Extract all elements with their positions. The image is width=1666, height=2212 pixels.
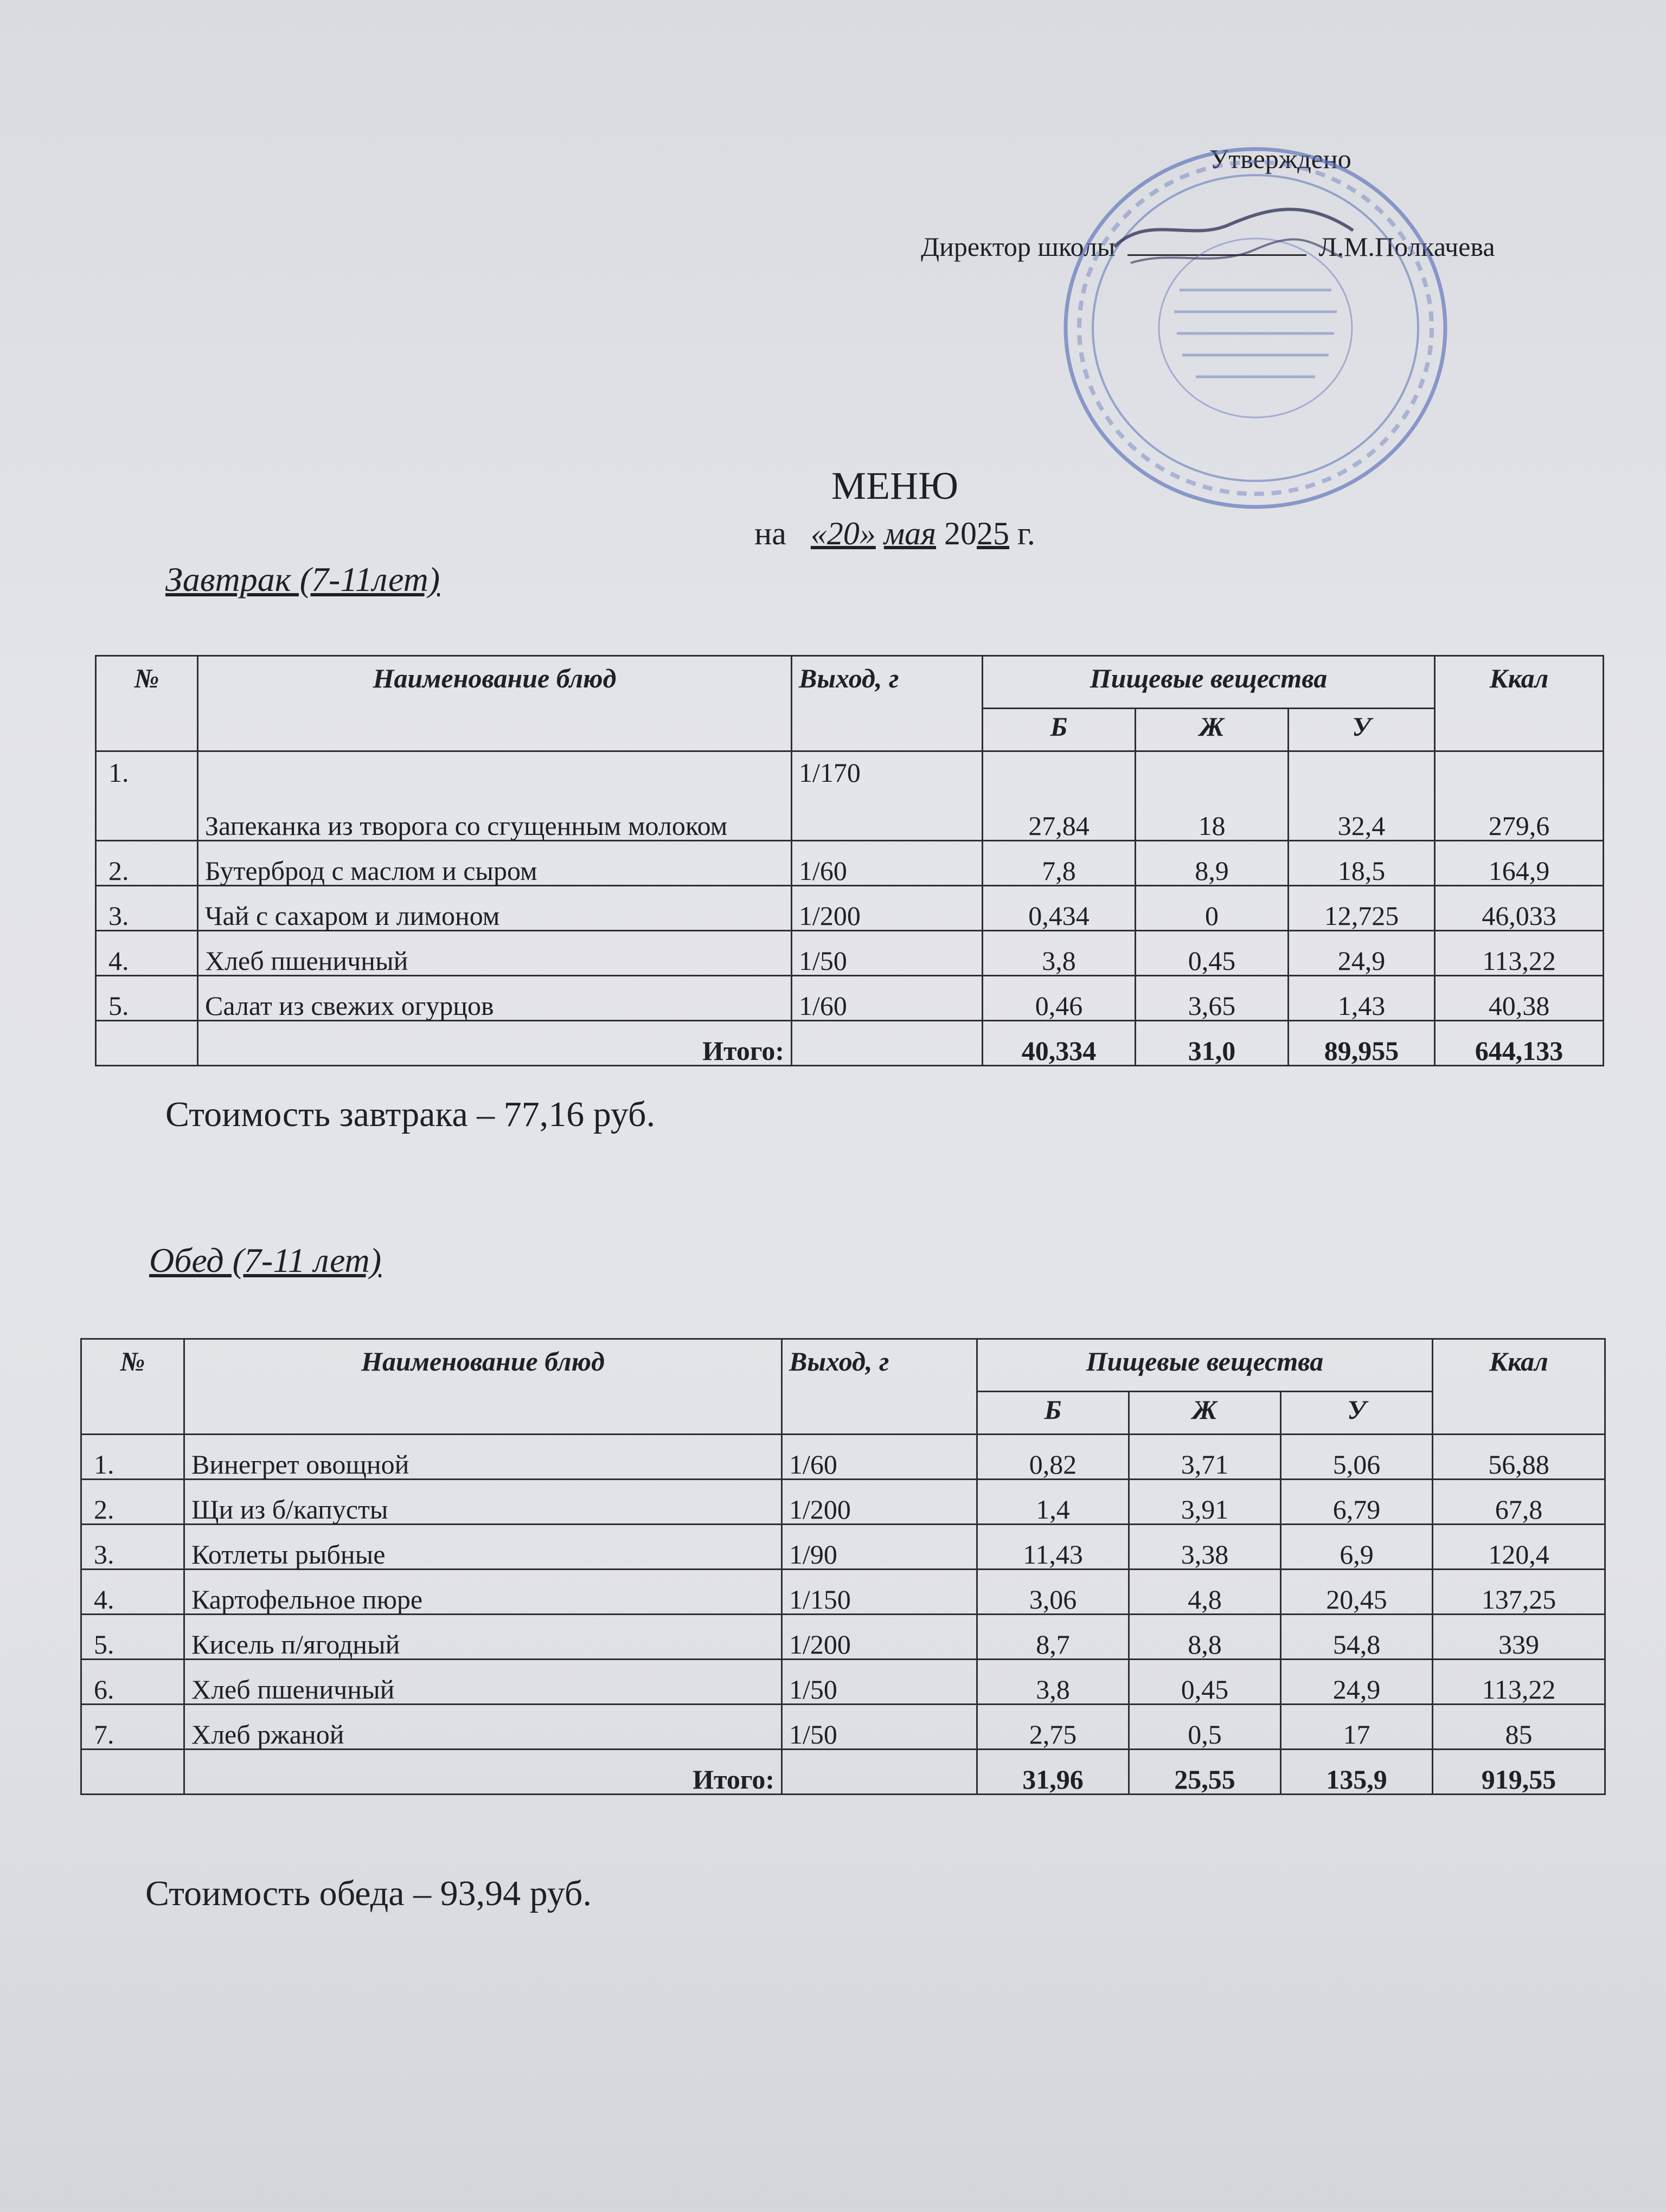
col-output: Выход, г [782, 1339, 977, 1435]
page-title: МЕНЮ [831, 464, 958, 507]
table-row: 3. Чай с сахаром и лимоном 1/200 0,434 0 12,725 46,033 [96, 886, 1604, 931]
table-row: 4. Хлеб пшеничный 1/50 3,8 0,45 24,9 113,22 [96, 931, 1604, 976]
col-name: Наименование блюд [184, 1339, 782, 1435]
col-name: Наименование блюд [198, 656, 792, 751]
col-b: Б [983, 709, 1136, 751]
table-row: 4. Картофельное пюре 1/150 3,06 4,8 20,45 137,25 [81, 1570, 1605, 1615]
director-name: Л.М.Полкачева [1318, 232, 1495, 262]
lunch-title: Обед (7-11 лет) [149, 1241, 382, 1279]
col-kcal: Ккал [1435, 656, 1604, 751]
col-nutrients: Пищевые вещества [983, 656, 1435, 709]
table-row: 5. Салат из свежих огурцов 1/60 0,46 3,65 1,43 40,38 [96, 976, 1604, 1021]
breakfast-title: Завтрак (7-11лет) [165, 560, 440, 599]
breakfast-table [95, 655, 1604, 1066]
lunch-table [80, 1338, 1606, 1795]
table-header-row [96, 656, 1604, 709]
col-output: Выход, г [792, 656, 983, 751]
table-row: 1. Запеканка из творога со сгущенным молоком 1/170 27,84 18 32,4 279,6 [96, 751, 1604, 841]
table-row: 7. Хлеб ржаной 1/50 2,75 0,5 17 85 [81, 1705, 1605, 1750]
menu-date: на «20» мая 2025 г. [754, 516, 1035, 551]
table-header-row [81, 1339, 1605, 1392]
table-row: 5. Кисель п/ягодный 1/200 8,7 8,8 54,8 339 [81, 1615, 1605, 1660]
table-row: 2. Щи из б/капусты 1/200 1,4 3,91 6,79 67,8 [81, 1480, 1605, 1525]
col-zh: Ж [1129, 1392, 1281, 1435]
col-u: У [1289, 709, 1435, 751]
table-row: 1. Винегрет овощной 1/60 0,82 3,71 5,06 56,88 [81, 1435, 1605, 1480]
col-zh: Ж [1136, 709, 1289, 751]
col-kcal: Ккал [1433, 1339, 1605, 1435]
director-label: Директор школы [921, 232, 1116, 262]
breakfast-cost: Стоимость завтрака – 77,16 руб. [165, 1095, 656, 1134]
table-total-row: Итого: 31,96 25,55 135,9 919,55 [81, 1750, 1605, 1795]
table-row: 2. Бутерброд с маслом и сыром 1/60 7,8 8,9 18,5 164,9 [96, 841, 1604, 886]
lunch-cost: Стоимость обеда – 93,94 руб. [145, 1874, 592, 1913]
col-num: № [96, 656, 198, 751]
col-nutrients: Пищевые вещества [977, 1339, 1433, 1392]
col-u: У [1281, 1392, 1433, 1435]
table-total-row: Итого: 40,334 31,0 89,955 644,133 [96, 1021, 1604, 1066]
table-row: 3. Котлеты рыбные 1/90 11,43 3,38 6,9 120,4 [81, 1525, 1605, 1570]
col-b: Б [977, 1392, 1129, 1435]
table-row: 6. Хлеб пшеничный 1/50 3,8 0,45 24,9 113,22 [81, 1660, 1605, 1705]
approval-label: Утверждено [1209, 144, 1351, 174]
col-num: № [81, 1339, 184, 1435]
